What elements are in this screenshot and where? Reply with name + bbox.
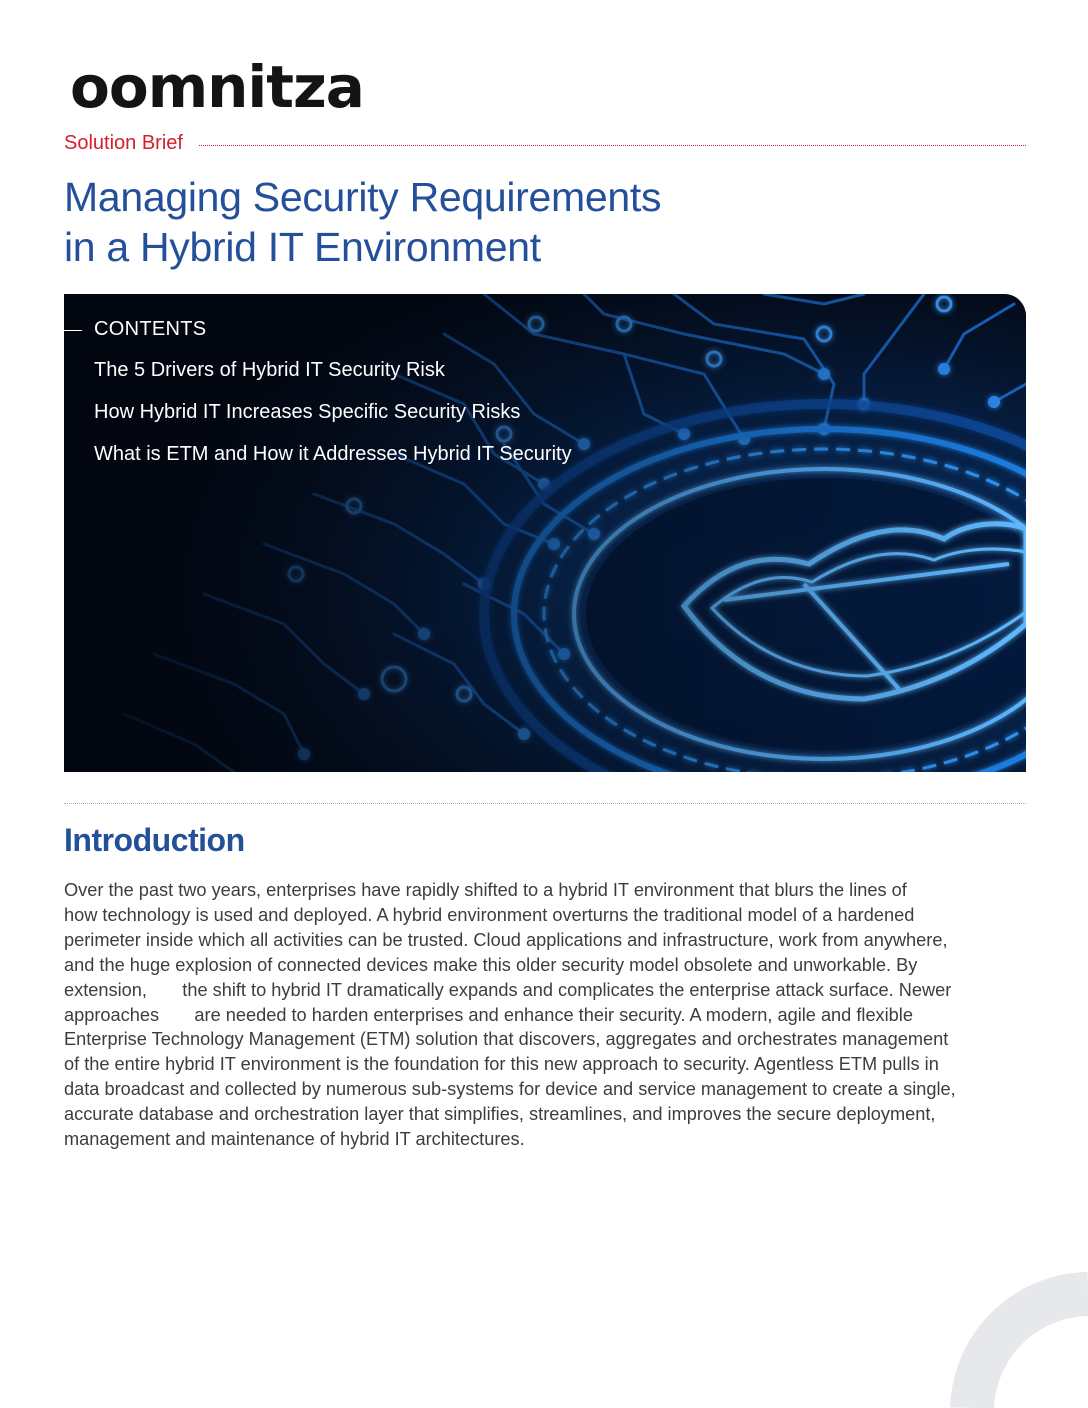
body-line: accurate database and orchestration layer that simplifies, streamlines, and improves the secure deployment, <box>64 1104 936 1125</box>
page-title <box>64 172 964 272</box>
page-title-line-1: Managing Security Requirements <box>64 174 662 220</box>
body-line: approaches are needed to harden enterprises and enhance their security. A modern, agile and flexible <box>64 1004 913 1025</box>
body-line: management and maintenance of hybrid IT architectures. <box>64 1129 525 1150</box>
body-line: and the huge explosion of connected devices make this older security model obsolete and unworkable. By <box>64 954 918 975</box>
body-line: perimeter inside which all activities can be trusted. Cloud applications and infrastructure, work from anywhere, <box>64 929 948 950</box>
section-divider <box>64 803 1026 804</box>
dotted-rule <box>199 145 1026 146</box>
body-line: how technology is used and deployed. A hybrid environment overturns the traditional model of a hardened <box>64 904 915 925</box>
body-line: of the entire hybrid IT environment is the foundation for this new approach to security. Agentless ETM pulls in <box>64 1054 939 1075</box>
body-line: data broadcast and collected by numerous sub-systems for device and service management to create a single, <box>64 1079 956 1100</box>
document-type-label: Solution Brief <box>64 131 183 154</box>
page-title-line-2: in a Hybrid IT Environment <box>64 224 541 270</box>
oomnitza-logo: oomnitza <box>70 53 364 121</box>
decorative-arc-icon <box>950 1270 1088 1408</box>
introduction-body <box>64 878 1014 1152</box>
contents-dash <box>64 330 82 331</box>
contents-item[interactable]: How Hybrid IT Increases Specific Security Risks <box>94 401 521 423</box>
hero-image <box>64 294 1026 772</box>
body-line: Enterprise Technology Management (ETM) solution that discovers, aggregates and orchestrates management <box>64 1029 949 1050</box>
introduction-heading: Introduction <box>64 822 245 858</box>
document-type-row <box>64 130 1026 156</box>
contents-item[interactable]: The 5 Drivers of Hybrid IT Security Risk <box>94 359 445 381</box>
body-line: Over the past two years, enterprises have rapidly shifted to a hybrid IT environment that blurs the lines of <box>64 880 907 900</box>
body-line: extension, the shift to hybrid IT dramatically expands and complicates the enterprise attack surface. Newer <box>64 979 952 1000</box>
contents-heading: CONTENTS <box>94 318 207 340</box>
contents-item[interactable]: What is ETM and How it Addresses Hybrid IT Security <box>94 443 572 465</box>
